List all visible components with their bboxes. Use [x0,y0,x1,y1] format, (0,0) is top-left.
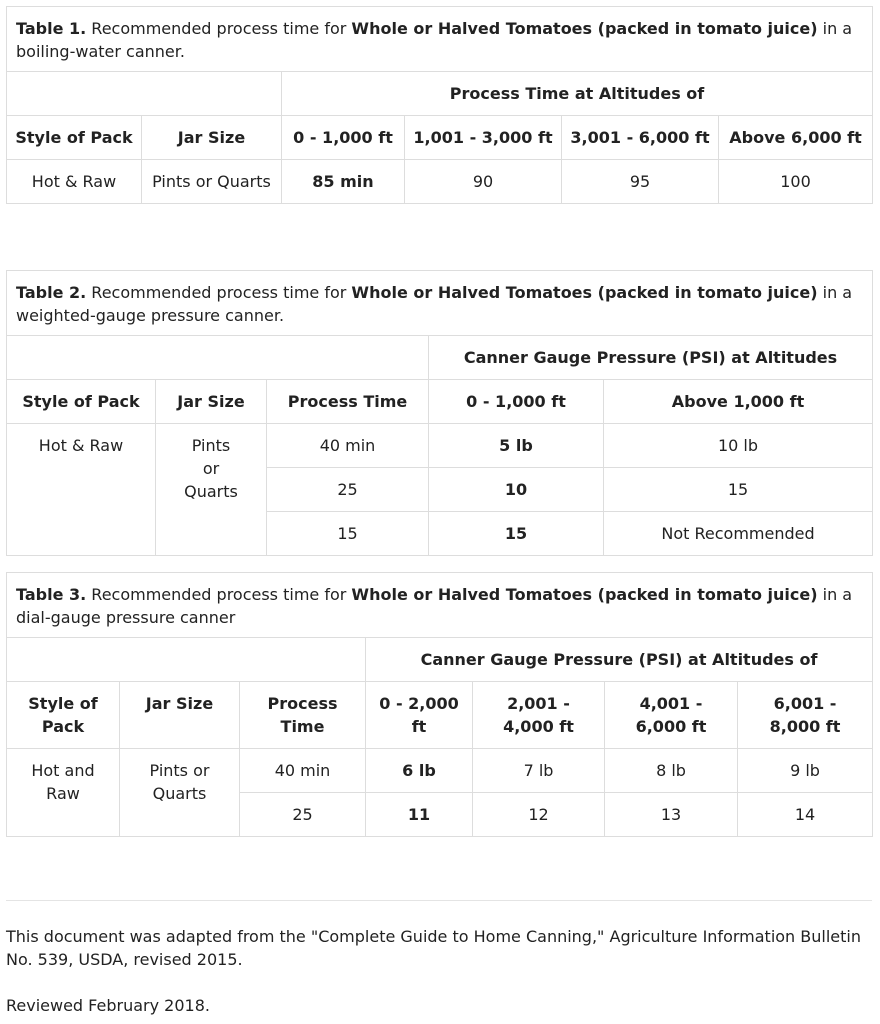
table-1-header-alt-3: 3,001 - 6,000 ft [562,116,719,160]
divider [6,900,872,901]
table-3-cell-alt-3: 13 [605,793,738,837]
table-2-cell-time: 25 [267,468,429,512]
table-2-cell-time: 40 min [267,424,429,468]
table-1-caption-lead: Table 1. [16,19,87,38]
table-3-cell-alt-3: 8 lb [605,749,738,793]
table-3-cell-style: Hot and Raw [7,749,120,837]
table-2-cell-time: 15 [267,512,429,556]
table-row [7,160,873,204]
table-2-cell-jar: Pints or Quarts [156,424,267,556]
table-3-cell-alt-4: 9 lb [738,749,873,793]
table-2-weighted-gauge [6,270,873,556]
table-1-empty-header [7,72,282,116]
table-2-header-style: Style of Pack [7,380,156,424]
table-1-cell-alt-3: 95 [562,160,719,204]
table-3-group-header: Canner Gauge Pressure (PSI) at Altitudes of [366,638,873,682]
table-1-caption-text: Recommended process time for [86,19,352,38]
table-2-cell-alt-2: 15 [604,468,873,512]
table-3-cell-alt-4: 14 [738,793,873,837]
table-2-header-jar: Jar Size [156,380,267,424]
table-3-cell-alt-2: 7 lb [473,749,605,793]
table-3-caption-text: Recommended process time for [86,585,352,604]
table-2-caption-text: Recommended process time for [86,283,352,302]
table-3-header-jar: Jar Size [120,682,240,749]
table-1-header-style: Style of Pack [7,116,142,160]
table-1-cell-jar: Pints or Quarts [142,160,282,204]
table-2-cell-alt-2: 10 lb [604,424,873,468]
table-2-caption-product: Whole or Halved Tomatoes (packed in tomato juice) [351,283,818,302]
table-1-header-alt-4: Above 6,000 ft [719,116,873,160]
source-note: This document was adapted from the "Complete Guide to Home Canning," Agriculture Information Bulletin No. 539, USDA, revised 2015. [6,927,861,969]
table-3-dial-gauge [6,572,873,837]
table-2-caption-lead: Table 2. [16,283,87,302]
table-3-header-alt-4: 6,001 - 8,000 ft [738,682,873,749]
table-1-cell-style: Hot & Raw [7,160,142,204]
table-1-header-alt-1: 0 - 1,000 ft [282,116,405,160]
table-2-cell-alt-1: 15 [429,512,604,556]
reviewed-note: Reviewed February 2018. [6,996,210,1015]
table-3-cell-time: 40 min [240,749,366,793]
table-1-header-jar: Jar Size [142,116,282,160]
table-1-caption-product: Whole or Halved Tomatoes (packed in tomato juice) [351,19,818,38]
table-3-cell-alt-1: 11 [366,793,473,837]
table-2-caption [7,271,873,336]
table-2-header-time: Process Time [267,380,429,424]
table-2-cell-style: Hot & Raw [7,424,156,556]
table-1-cell-alt-2: 90 [405,160,562,204]
table-3-caption-lead: Table 3. [16,585,87,604]
table-3-caption-suffix: in a dial-gauge pressure canner [16,585,853,627]
table-3-empty-header [7,638,366,682]
table-3-header-time: Process Time [240,682,366,749]
table-3-cell-alt-1: 6 lb [366,749,473,793]
table-3-header-alt-2: 2,001 - 4,000 ft [473,682,605,749]
table-3-header-style: Style of Pack [7,682,120,749]
table-2-empty-header [7,336,429,380]
table-2-header-alt-1: 0 - 1,000 ft [429,380,604,424]
table-1-cell-alt-4: 100 [719,160,873,204]
table-1-group-header: Process Time at Altitudes of [282,72,873,116]
table-3-cell-alt-2: 12 [473,793,605,837]
table-1-boiling-water [6,6,873,204]
table-3-caption [7,573,873,638]
table-2-cell-alt-2: Not Recommended [604,512,873,556]
table-3-header-alt-3: 4,001 - 6,000 ft [605,682,738,749]
table-2-cell-alt-1: 10 [429,468,604,512]
table-1-header-alt-2: 1,001 - 3,000 ft [405,116,562,160]
table-2-group-header: Canner Gauge Pressure (PSI) at Altitudes [429,336,873,380]
table-1-cell-alt-1: 85 min [282,160,405,204]
table-3-header-alt-1: 0 - 2,000 ft [366,682,473,749]
table-2-cell-alt-1: 5 lb [429,424,604,468]
table-3-cell-jar: Pints or Quarts [120,749,240,837]
table-1-caption [7,7,873,72]
table-3-cell-time: 25 [240,793,366,837]
table-2-header-alt-2: Above 1,000 ft [604,380,873,424]
table-3-caption-product: Whole or Halved Tomatoes (packed in tomato juice) [351,585,818,604]
table-2-caption-suffix: in a weighted-gauge pressure canner. [16,283,853,325]
table-row [7,424,873,468]
table-1-caption-suffix: in a boiling-water canner. [16,19,853,61]
table-row [7,749,873,793]
